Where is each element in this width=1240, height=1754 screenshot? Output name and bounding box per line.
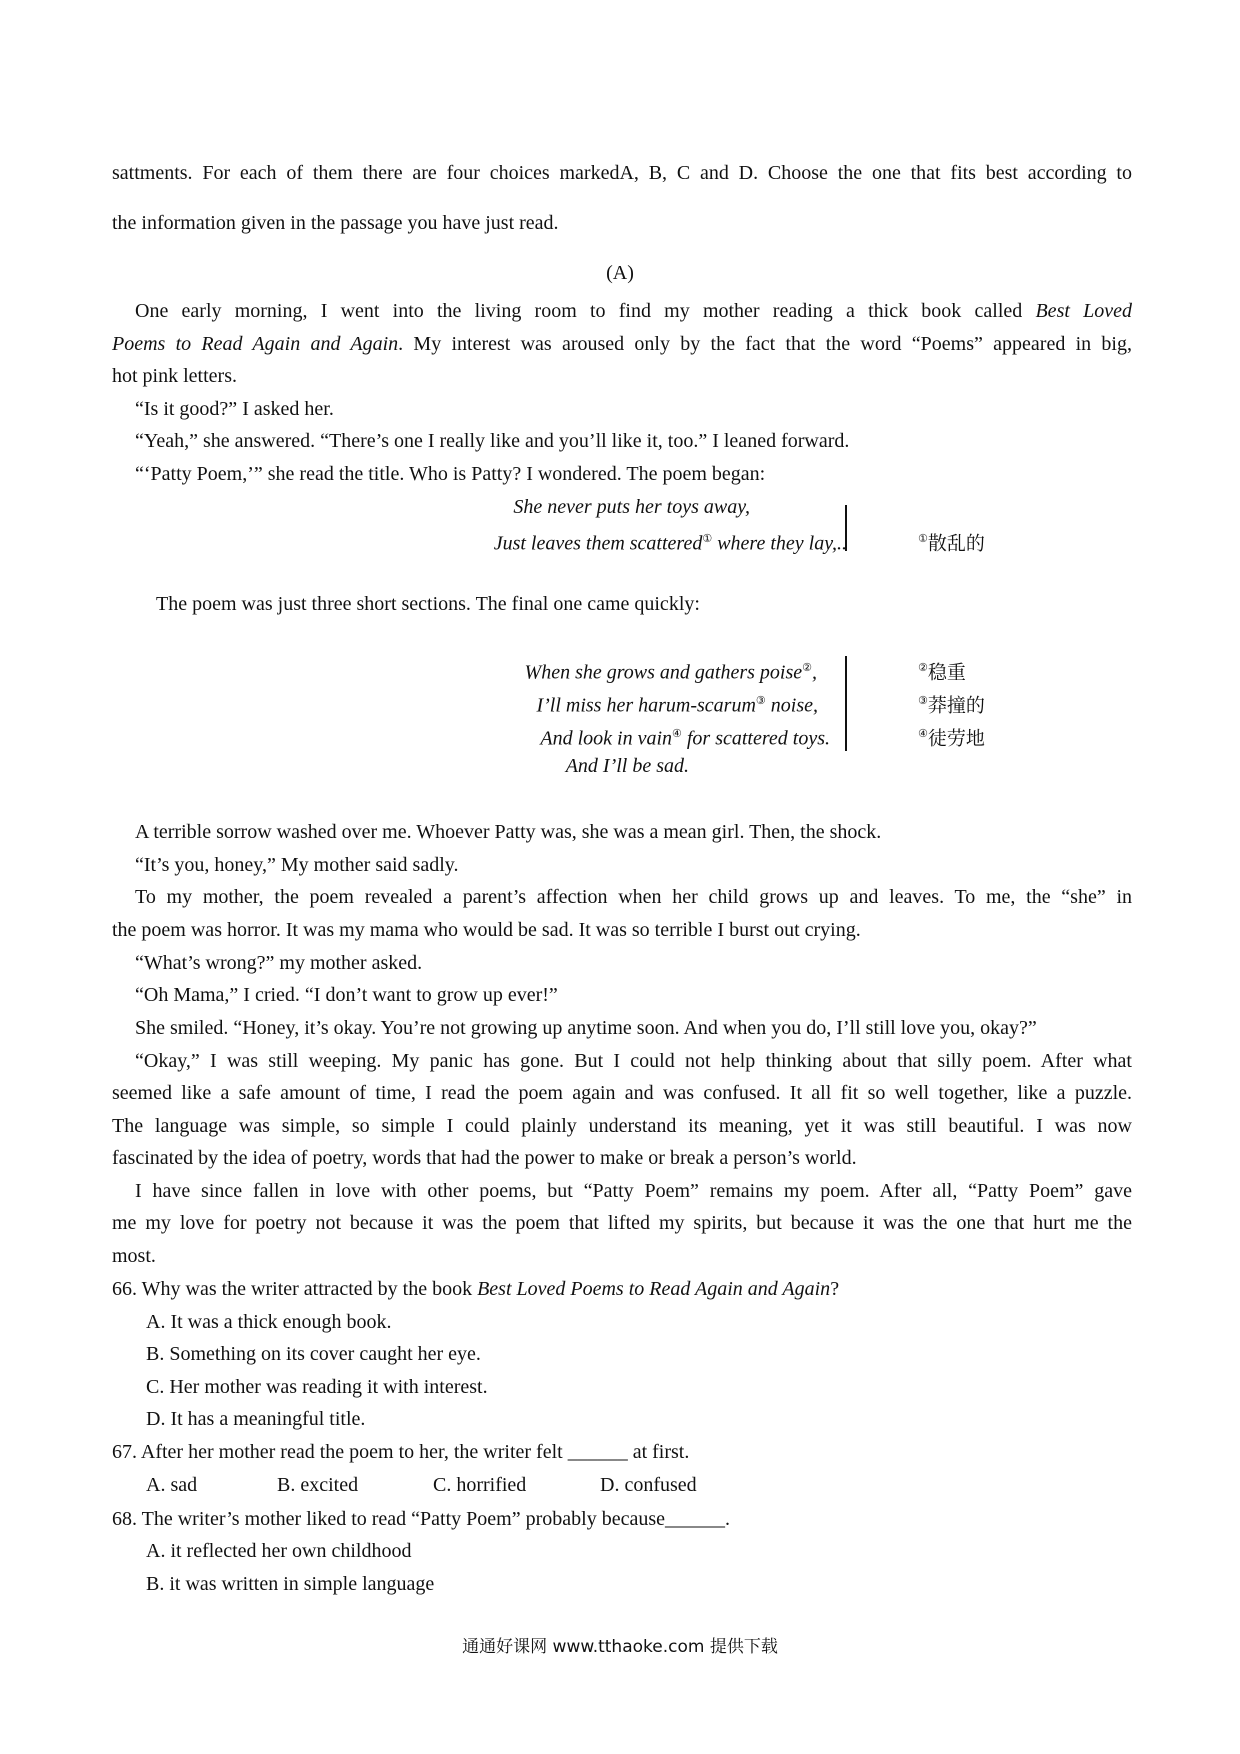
passage-text: One early morning, I went into the living room to find my mother reading a thick book called	[135, 300, 1023, 322]
page-footer: 通通好课网 www.tthaoke.com 提供下载	[462, 1637, 778, 1657]
footnote-gloss: ①散乱的	[918, 532, 985, 555]
q67-option-a[interactable]: A. sad	[146, 1474, 198, 1496]
passage-line: I have since fallen in love with other poems, but “Patty Poem” remains my poem. After all, “Patty Poem” gave	[135, 1180, 1132, 1202]
passage-text: . My interest was aroused only by the fact that the word “Poems” appeared in big,	[398, 333, 1132, 355]
section-label: (A)	[606, 262, 634, 284]
dialog-line: “Is it good?” I asked her.	[135, 398, 334, 420]
poem-line: She never puts her toys away,	[513, 496, 750, 518]
passage-line: “What’s wrong?” my mother asked.	[135, 952, 423, 974]
q67-option-c[interactable]: C. horrified	[433, 1474, 527, 1496]
poem-intro: The poem was just three short sections. The final one came quickly:	[156, 593, 700, 615]
passage-line: A terrible sorrow washed over me. Whoever Patty was, she was a mean girl. Then, the shock.	[135, 821, 882, 843]
passage-line: seemed like a safe amount of time, I read the poem again and was confused. It all fit so well together, like a puzzle.	[112, 1082, 1132, 1104]
passage-para-1-line-3: hot pink letters.	[112, 365, 237, 387]
poem-line: Just leaves them scattered① where they lay,..	[493, 532, 847, 555]
q66-option-c[interactable]: C. Her mother was reading it with interest.	[146, 1376, 488, 1398]
q68-option-b[interactable]: B. it was written in simple language	[146, 1573, 435, 1595]
poem-line: And I’ll be sad.	[565, 755, 689, 777]
instruction-line-2: the information given in the passage you have just read.	[112, 212, 559, 234]
q67-option-b[interactable]: B. excited	[277, 1474, 359, 1496]
poem-divider	[845, 505, 847, 551]
footnote-gloss: ③莽撞的	[918, 694, 985, 717]
passage-line: She smiled. “Honey, it’s okay. You’re not growing up anytime soon. And when you do, I’ll still love you, okay?”	[135, 1017, 1037, 1039]
poem-line: And look in vain④ for scattered toys.	[540, 727, 830, 750]
question-66: 66. Why was the writer attracted by the book Best Loved Poems to Read Again and Again?	[112, 1278, 840, 1300]
passage-line: To my mother, the poem revealed a parent’s affection when her child grows up and leaves. To me, the “she” in	[135, 886, 1132, 908]
passage-line: most.	[112, 1245, 156, 1267]
question-68: 68. The writer’s mother liked to read “Patty Poem” probably because______.	[112, 1508, 730, 1530]
q68-option-a[interactable]: A. it reflected her own childhood	[146, 1540, 412, 1562]
passage-line: me my love for poetry not because it was the poem that lifted my spirits, but because it was the one that hurt me the	[112, 1212, 1132, 1234]
dialog-line: “Yeah,” she answered. “There’s one I really like and you’ll like it, too.” I leaned forward.	[135, 430, 850, 452]
passage-line: the poem was horror. It was my mama who would be sad. It was so terrible I burst out crying.	[112, 919, 861, 941]
footnote-gloss: ④徒劳地	[918, 727, 985, 750]
passage-para-1-line-2	[112, 331, 1132, 357]
q66-option-b[interactable]: B. Something on its cover caught her eye.	[146, 1343, 481, 1365]
poem-divider	[845, 656, 847, 751]
passage-line: The language was simple, so simple I could plainly understand its meaning, yet it was still beautiful. I was now	[112, 1115, 1132, 1137]
question-67: 67. After her mother read the poem to her, the writer felt ______ at first.	[112, 1441, 690, 1463]
q67-option-d[interactable]: D. confused	[600, 1474, 697, 1496]
poem-line: When she grows and gathers poise②,	[524, 661, 817, 684]
footnote-gloss: ②稳重	[918, 661, 966, 684]
passage-line: fascinated by the idea of poetry, words that had the power to make or break a person’s world.	[112, 1147, 857, 1169]
passage-line: “Okay,” I was still weeping. My panic has gone. But I could not help thinking about that silly poem. After what	[135, 1050, 1132, 1072]
passage-para-1-line-1	[135, 298, 1132, 324]
dialog-line: “‘Patty Poem,’” she read the title. Who is Patty? I wondered. The poem began:	[135, 463, 766, 485]
poem-line: I’ll miss her harum-scarum③ noise,	[536, 694, 818, 717]
book-title: Best Loved	[1035, 300, 1132, 322]
q66-option-d[interactable]: D. It has a meaningful title.	[146, 1408, 366, 1430]
book-title: Poems to Read Again and Again	[112, 333, 399, 355]
instruction-line-1: sattments. For each of them there are four choices markedA, B, C and D. Choose the one that fits best according to	[112, 162, 1132, 184]
q66-option-a[interactable]: A. It was a thick enough book.	[146, 1311, 392, 1333]
passage-line: “It’s you, honey,” My mother said sadly.	[135, 854, 459, 876]
passage-line: “Oh Mama,” I cried. “I don’t want to grow up ever!”	[135, 984, 558, 1006]
